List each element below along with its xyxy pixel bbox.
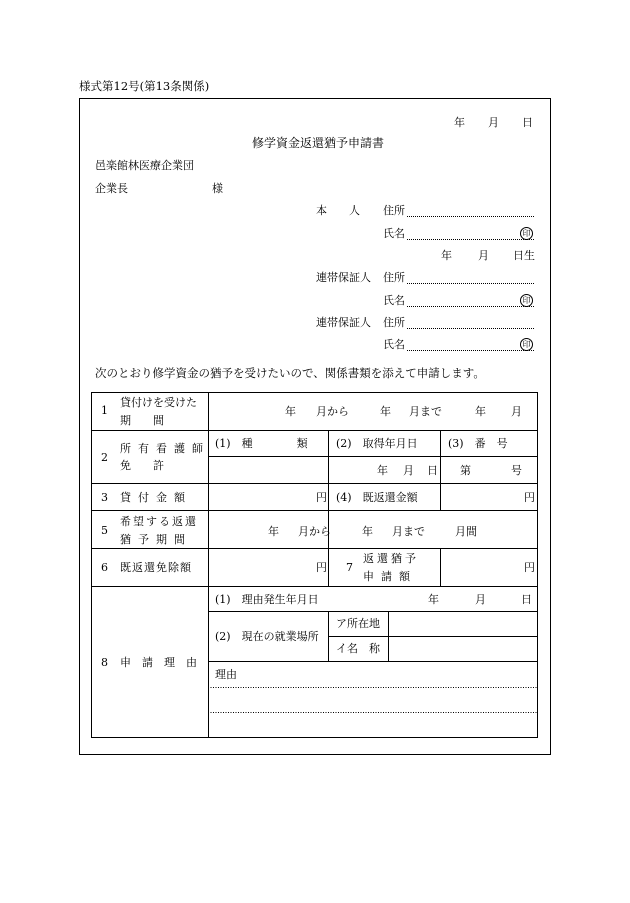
guarantor-1-address-label: 住所	[383, 271, 405, 284]
repaid-amount-label: (4) 既返還金額	[336, 491, 418, 504]
row-2-label-line1: 所有看護師	[120, 442, 210, 455]
license-date-year: 年	[377, 464, 388, 477]
row-7-number: 7	[346, 561, 353, 574]
row-6-label: 既返還免除額	[120, 561, 192, 574]
applicant-label: 本 人	[316, 204, 360, 217]
row-1-label-line1: 貸付けを受けた	[120, 396, 197, 409]
row-5-year-to: 年	[362, 525, 373, 538]
license-number-header: (3) 番 号	[448, 437, 508, 450]
addressee-organization: 邑楽館林医療企業団	[95, 159, 194, 172]
form-number-label: 様式第12号(第13条関係)	[79, 79, 210, 93]
reason-date-month: 月	[475, 593, 486, 606]
license-kind-header: (1) 種 類	[215, 437, 308, 450]
guarantor-1-name-line[interactable]	[407, 306, 534, 307]
guarantor-1-name-label: 氏名	[383, 294, 405, 307]
row-1-year-total: 年	[475, 405, 486, 418]
license-date-month: 月	[403, 464, 414, 477]
date-month-label: 月	[488, 116, 499, 129]
page-title: 修学資金返還猶予申請書	[252, 136, 385, 150]
row-8-number: 8	[101, 656, 108, 669]
guarantor-2-address-line[interactable]	[407, 328, 534, 329]
applicant-address-label: 住所	[383, 204, 405, 217]
row-7-label-line2: 申請額	[363, 570, 417, 583]
applicant-address-line[interactable]	[407, 216, 534, 217]
addressee-position: 企業長	[95, 182, 128, 195]
row-5-year-from: 年	[268, 525, 279, 538]
guarantor-2-label: 連帯保証人	[316, 316, 371, 329]
guarantor-2-name-line[interactable]	[407, 350, 534, 351]
row-6-yen: 円	[316, 561, 327, 574]
row-1-year-from: 年	[285, 405, 296, 418]
row-3-yen: 円	[316, 491, 327, 504]
row-2-label-line2: 免 許	[120, 459, 164, 472]
license-date-header: (2) 取得年月日	[336, 437, 418, 450]
birth-day-label: 日生	[513, 249, 535, 262]
row-2-number: 2	[101, 451, 108, 464]
workplace-name-label: イ名 称	[336, 642, 380, 655]
guarantor-2-seal-mark: 印	[520, 338, 533, 351]
guarantor-2-address-label: 住所	[383, 316, 405, 329]
license-number-prefix: 第	[460, 464, 471, 477]
guarantor-1-label: 連帯保証人	[316, 271, 371, 284]
birth-month-label: 月	[478, 249, 489, 262]
row-1-month-total: 月	[511, 405, 522, 418]
guarantor-1-address-line[interactable]	[407, 283, 534, 284]
reason-date-label: (1) 理由発生年月日	[215, 593, 319, 606]
license-number-suffix: 号	[511, 464, 522, 477]
license-date-day: 日	[427, 464, 438, 477]
row-7-yen: 円	[524, 561, 535, 574]
row-6-number: 6	[101, 561, 108, 574]
row-1-number: 1	[101, 404, 108, 417]
application-table	[91, 392, 538, 738]
workplace-label: (2) 現在の就業場所	[215, 630, 319, 643]
workplace-location-label: ア所在地	[336, 617, 380, 630]
row-3-label: 貸付金額	[120, 491, 192, 504]
addressee-honorific: 様	[212, 182, 223, 195]
guarantor-2-name-label: 氏名	[383, 338, 405, 351]
row-5-month-from: 月から	[298, 525, 331, 538]
applicant-name-line[interactable]	[407, 239, 534, 240]
guarantor-1-seal-mark: 印	[520, 294, 533, 307]
reason-text-label: 理由	[215, 668, 237, 681]
date-year-label: 年	[454, 116, 465, 129]
row-3-number: 3	[101, 491, 108, 504]
row-1-month-to: 月まで	[409, 405, 442, 418]
row-8-label: 申請理由	[120, 656, 208, 669]
repaid-amount-yen: 円	[524, 491, 535, 504]
birth-year-label: 年	[441, 249, 452, 262]
row-5-label-line2: 猶予期間	[120, 533, 192, 546]
reason-date-year: 年	[428, 593, 439, 606]
row-5-label-line1: 希望する返還	[120, 515, 198, 528]
row-7-label-line1: 返還猶予	[363, 552, 419, 565]
row-5-month-to: 月まで	[392, 525, 425, 538]
row-5-months: 月間	[455, 525, 477, 538]
row-1-month-from: 月から	[316, 405, 349, 418]
intro-statement: 次のとおり修学資金の猶予を受けたいので、関係書類を添えて申請します。	[95, 366, 485, 380]
applicant-seal-mark: 印	[520, 227, 533, 240]
applicant-name-label: 氏名	[383, 227, 405, 240]
date-day-label: 日	[522, 116, 533, 129]
row-1-label-line2: 期 間	[120, 414, 164, 427]
row-5-number: 5	[101, 524, 108, 537]
row-1-year-to: 年	[380, 405, 391, 418]
reason-date-day: 日	[521, 593, 532, 606]
